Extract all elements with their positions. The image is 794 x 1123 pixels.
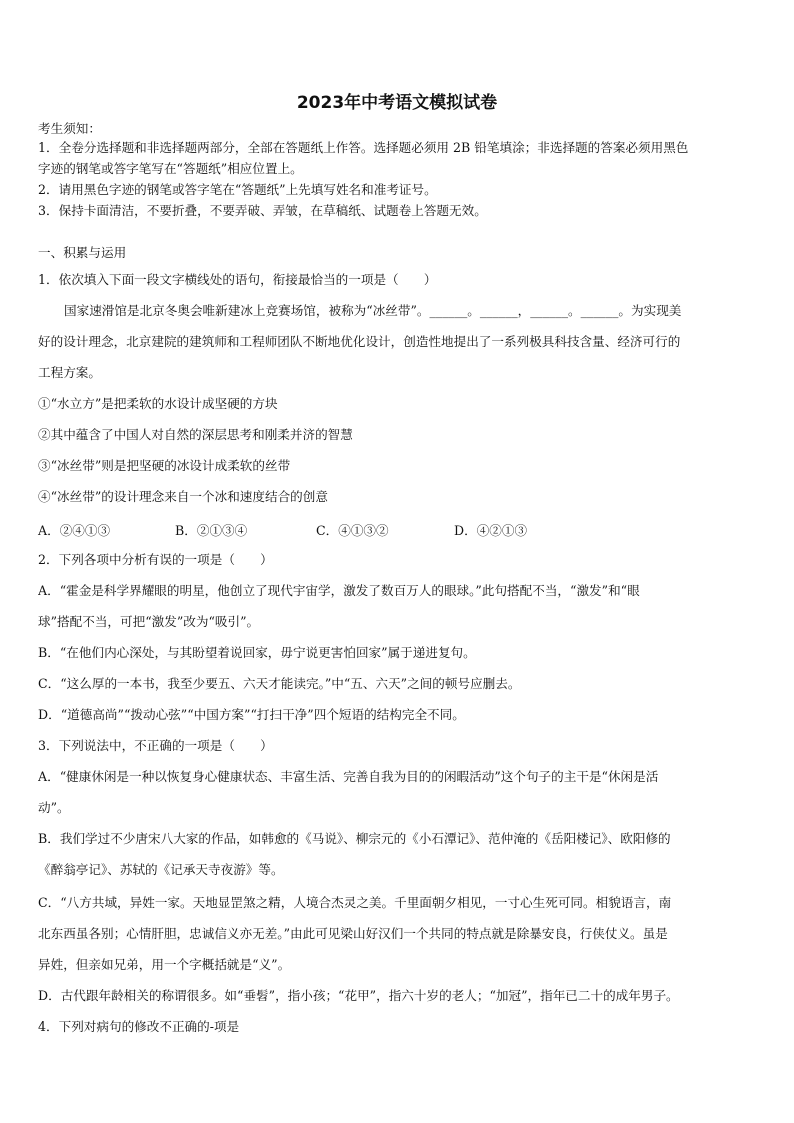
- question-2-stem: 2．下列各项中分析有误的一项是（ ）: [38, 552, 273, 567]
- question-1-passage: 工程方案。: [38, 365, 101, 380]
- notice-item: 2．请用黑色字迹的钢笔或答字笔在“答题纸”上先填写姓名和准考证号。: [38, 182, 437, 197]
- question-2-option-text: B．“在他们内心深处，与其盼望着说回家，毋宁说更害怕回家”属于递进复句。: [38, 645, 476, 660]
- question-1-passage: 国家速滑馆是北京冬奥会唯新建冰上竞赛场馆，被称为“冰丝带”。______。______，______。______。为实现美: [64, 303, 682, 318]
- question-3-option-text: B．我们学过不少唐宋八大家的作品，如韩愈的《马说》、柳宗元的《小石潭记》、范仲淹的《岳阳楼记》、欧阳修的: [38, 831, 671, 846]
- question-3-option-text: 动”。: [38, 800, 70, 815]
- question-1-passage: 好的设计理念，北京建院的建筑师和工程师团队不断地优化设计，创造性地提出了一系列极具科技含量、经济可行的: [38, 334, 681, 349]
- question-4-stem: 4．下列对病句的修改不正确的-项是: [38, 1019, 240, 1034]
- question-2-option-text: D．“道德高尚”“拨动心弦”“中国方案”“打扫干净”四个短语的结构完全不同。: [38, 707, 465, 722]
- notice-item: 字迹的钢笔或答字笔写在“答题纸”相应位置上。: [38, 161, 303, 176]
- question-3-option-text: 异姓，但亲如兄弟，用一个字概括就是“义”。: [38, 957, 291, 972]
- question-1-stem: 1．依次填入下面一段文字横线处的语句，衔接最恰当的一项是（ ）: [38, 272, 437, 287]
- question-2-option-text: C．“这么厚的一本书，我至少要五、六天才能读完。”中“五、六天”之间的顿号应删去。: [38, 676, 521, 691]
- notice-item: 1．全卷分选择题和非选择题两部分，全部在答题纸上作答。选择题必须用 2B 铅笔填涂；非选择题的答案必须用黑色: [38, 140, 689, 155]
- option-c: C．④①③②: [316, 523, 389, 538]
- question-3-option-text: D．古代跟年龄相关的称谓很多。如“垂髫”，指小孩；“花甲”，指六十岁的老人；“加冠”，指年已二十的成年男子。: [38, 988, 679, 1003]
- question-3-option-text: 《醉翁亭记》、苏轼的《记承天寺夜游》等。: [38, 862, 284, 877]
- question-2-option-text: A．“霍金是科学界耀眼的明星，他创立了现代宇宙学，激发了数百万人的眼球。”此句搭配不当，“激发”和“眼: [38, 583, 640, 598]
- question-3-stem: 3．下列说法中，不正确的一项是（ ）: [38, 738, 273, 753]
- question-1-statement: ④“冰丝带”的设计理念来自一个冰和速度结合的创意: [38, 489, 328, 504]
- question-3-option-text: 北东西虽各别；心情肝胆，忠诚信义亦无差。”由此可见梁山好汉们一个共同的特点就是除暴安良，行侠仗义。虽是: [38, 926, 668, 941]
- question-2-option-text: 球”搭配不当，可把“激发”改为“吸引”。: [38, 614, 260, 629]
- option-b: B．②①③④: [175, 523, 248, 538]
- notice-heading: 考生须知：: [38, 121, 101, 136]
- question-3-option-text: C．“八方共域，异姓一家。天地显罡煞之精，人境合杰灵之美。千里面朝夕相见，一寸心生死可同。相貌语言，南: [38, 895, 672, 910]
- option-d: D．④②①③: [454, 523, 528, 538]
- question-1-statement: ①“水立方”是把柔软的水设计成坚硬的方块: [38, 396, 278, 411]
- notice-item: 3．保持卡面清洁，不要折叠，不要弄破、弄皱，在草稿纸、试题卷上答题无效。: [38, 203, 487, 218]
- question-3-option-text: A．“健康休闲是一种以恢复身心健康状态、丰富生活、完善自我为目的的闲暇活动”这个句子的主干是“休闲是活: [38, 769, 659, 784]
- question-1-statement: ③“冰丝带”则是把坚硬的冰设计成柔软的丝带: [38, 458, 291, 473]
- option-a: A．②④①③: [38, 523, 111, 538]
- section-heading: 一、积累与运用: [38, 245, 127, 260]
- question-1-statement: ②其中蕴含了中国人对自然的深层思考和刚柔并济的智慧: [38, 427, 353, 442]
- page-title: 2023年中考语文模拟试卷: [296, 93, 498, 113]
